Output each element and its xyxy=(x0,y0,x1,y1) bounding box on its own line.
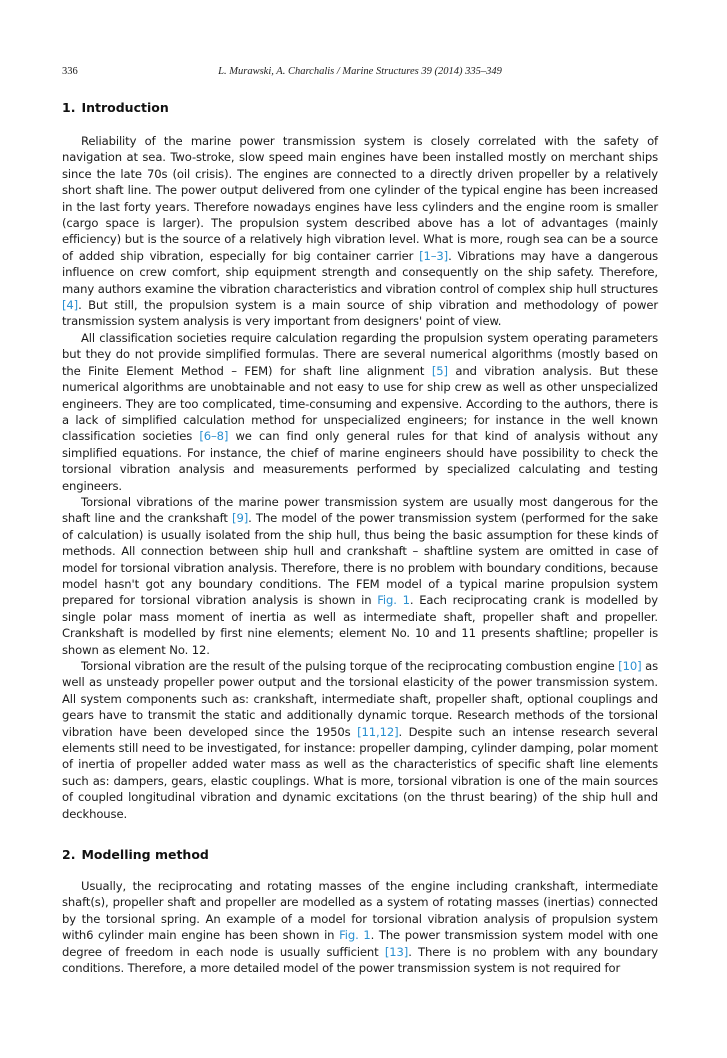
page-number: 336 xyxy=(62,66,78,77)
citation-link[interactable]: [9] xyxy=(232,511,249,526)
citation-link[interactable]: [6–8] xyxy=(199,429,229,444)
running-title: L. Murawski, A. Charchalis / Marine Structures 39 (2014) 335–349 xyxy=(218,66,502,77)
section-title: Introduction xyxy=(81,100,169,115)
figure-link[interactable]: Fig. 1 xyxy=(339,928,371,943)
citation-link[interactable]: [1–3] xyxy=(419,248,449,263)
citation-link[interactable]: [5] xyxy=(431,363,448,378)
citation-link[interactable]: [11,12] xyxy=(357,724,399,739)
section-heading-modelling-method xyxy=(62,847,209,862)
paragraph: Torsional vibrations of the marine power transmission system are usually most dangerous for the shaft line and the crankshaft [9]. The model of the power transmission system (performed for the sake of calculation) is usually isolated from the ship hull, thus being the basic assumption for these kinds of methods. All connection between ship hull and crankshaft – shaftline system are omitted in case of model for torsional vibration analysis. Therefore, there is no problem with boundary conditions, because model hasn't got any boundary conditions. The FEM model of a typical marine propulsion system prepared for torsional vibration analysis is shown in Fig. 1. Each reciprocating crank is modelled by single polar mass moment of inertia as well as intermediate shaft, propeller shaft and propeller. Crankshaft is modelled by first nine elements; element No. 10 and 11 presents shaftline; propeller is shown as element No. 12. xyxy=(62,494,658,657)
section-title: Modelling method xyxy=(81,847,209,862)
section-body-introduction xyxy=(62,133,658,822)
section-number: 2. xyxy=(62,847,76,862)
section-heading-introduction xyxy=(62,100,169,115)
page-header xyxy=(62,66,658,82)
section-number: 1. xyxy=(62,100,76,115)
paragraph: All classification societies require calculation regarding the propulsion system operating parameters but they do not provide simplified formulas. There are several numerical algorithms (mostly based on the Finite Element Method – FEM) for shaft line alignment [5] and vibration analysis. But these numerical algorithms are unobtainable and not easy to use for ship crew as well as other unspecialized engineers. They are too complicated, time-consuming and expensive. According to the authors, there is a lack of simplified calculation method for unspecialized engineers; for instance in the well known classification societies [6–8] we can find only general rules for that kind of analysis without any simplified equations. For instance, the chief of marine engineers should have possibility to check the torsional vibration analysis and measurements performed by specialized calculating and testing engineers. xyxy=(62,330,658,493)
figure-link[interactable]: Fig. 1 xyxy=(377,593,410,608)
section-body-modelling-method xyxy=(62,878,658,976)
citation-link[interactable]: [4] xyxy=(62,298,79,313)
paragraph: Usually, the reciprocating and rotating masses of the engine including crankshaft, intermediate shaft(s), propeller shaft and propeller are modelled as a system of rotating masses (inertias) connected by the torsional spring. An example of a model for torsional vibration analysis of propulsion system with6 cylinder main engine has been shown in Fig. 1. The power transmission system model with one degree of freedom in each node is usually sufficient [13]. There is no problem with any boundary conditions. Therefore, a more detailed model of the power transmission system is not required for xyxy=(62,879,659,976)
citation-link[interactable]: [10] xyxy=(618,659,642,673)
citation-link[interactable]: [13] xyxy=(384,944,409,959)
paragraph: Torsional vibration are the result of the pulsing torque of the reciprocating combustion engine [10] as well as unsteady propeller power output and the torsional elasticity of the power transmission system. All system components such as: crankshaft, intermediate shaft, propeller shaft, optional couplings and gears have to transmit the static and additionally dynamic torque. Research methods of the torsional vibration have been developed since the 1950s [11,12]. Despite such an intense research several elements still need to be investigated, for instance: propeller damping, cylinder damping, polar moment of inertia of propeller added water mass as well as the characteristics of specific shaft line elements such as: dampers, gears, elastic couplings. What is more, torsional vibration is one of the main sources of coupled longitudinal vibration and dynamic excitations (on the thrust bearing) of the ship hull and deckhouse. xyxy=(62,659,658,821)
paragraph: Reliability of the marine power transmission system is closely correlated with the safety of navigation at sea. Two-stroke, slow speed main engines have been installed mostly on merchant ships since the late 70s (oil crisis). The engines are connected to a directly driven propeller by a relatively short shaft line. The power output delivered from one cylinder of the typical engine has been increased in the last forty years. Therefore nowadays engines have less cylinders and the engine room is smaller (cargo space is larger). The propulsion system described above has a lot of advantages (mainly efficiency) but is the source of a relatively high vibration level. What is more, rough sea can be a source of added ship vibration, especially for big container carrier [1–3]. Vibrations may have a dangerous influence on crew comfort, ship equipment strength and consequently on the ship safety. Therefore, many authors examine the vibration characteristics and vibration control of complex ship hull structures [4]. But still, the propulsion system is a main source of ship vibration and methodology of power transmission system analysis is very important from designers' point of view. xyxy=(62,134,658,329)
